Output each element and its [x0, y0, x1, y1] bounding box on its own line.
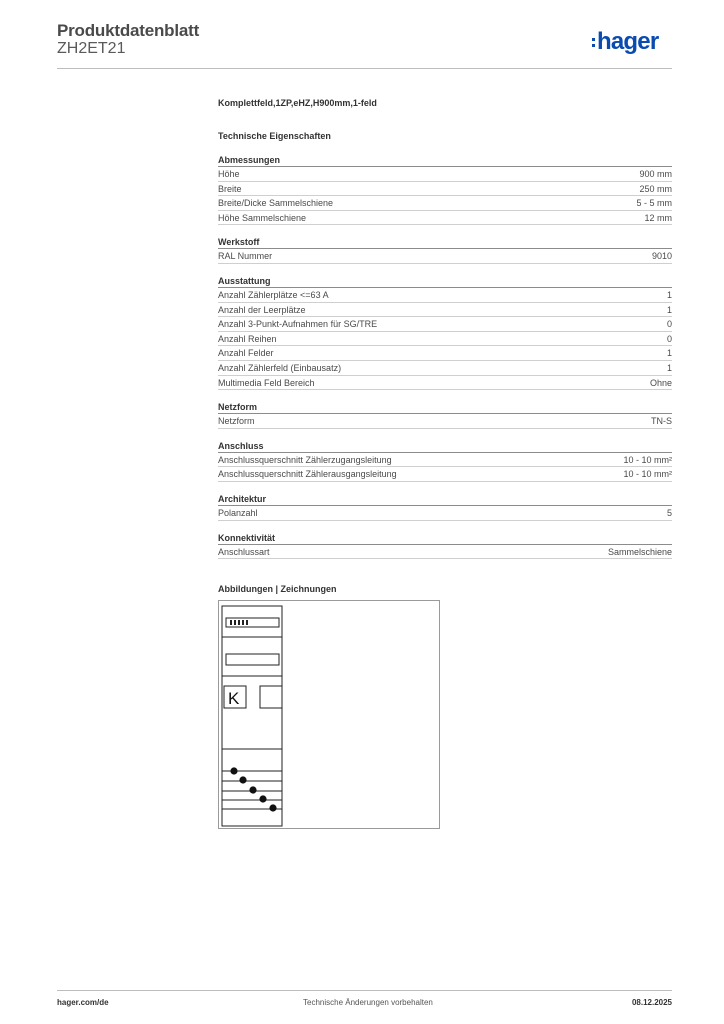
property-label: Anzahl Zählerfeld (Einbausatz) — [218, 362, 342, 373]
property-row — [218, 361, 672, 376]
header-divider — [57, 68, 672, 69]
property-label: Anschlussquerschnitt Zählerzugangsleitung — [218, 454, 392, 465]
blank-panel-box — [260, 686, 282, 708]
logo-dots-icon — [592, 38, 595, 47]
property-label: Netzform — [218, 416, 255, 427]
busbar-terminals — [230, 767, 276, 811]
property-label: Anschlussart — [218, 546, 270, 557]
property-value: 5 - 5 mm — [636, 198, 672, 209]
property-group — [218, 493, 672, 521]
cabinet-drawing — [219, 601, 439, 828]
k-panel-label: K — [228, 689, 240, 708]
property-value: 5 — [666, 507, 672, 518]
group-title: Werkstoff — [218, 236, 672, 249]
group-title: Ausstattung — [218, 275, 672, 288]
property-label: Anzahl Reihen — [218, 333, 277, 344]
property-row — [218, 317, 672, 332]
property-value: 1 — [666, 289, 672, 300]
logo-text: hager — [597, 28, 659, 55]
property-group — [218, 236, 672, 264]
drawings-heading: Abbildungen | Zeichnungen — [218, 584, 337, 595]
property-row — [218, 196, 672, 211]
property-label: Multimedia Feld Bereich — [218, 377, 315, 388]
property-row — [218, 506, 672, 521]
property-value: 0 — [666, 333, 672, 344]
footer-divider — [57, 990, 672, 991]
property-group — [218, 532, 672, 560]
property-row — [218, 545, 672, 560]
property-label: Anzahl der Leerplätze — [218, 304, 306, 315]
property-label: Breite — [218, 183, 242, 194]
group-title: Netzform — [218, 401, 672, 414]
property-group — [218, 401, 672, 429]
property-group — [218, 154, 672, 225]
property-row — [218, 332, 672, 347]
property-value: 10 - 10 mm² — [623, 454, 672, 465]
technical-drawing — [218, 600, 440, 829]
property-label: Anzahl Felder — [218, 348, 274, 359]
property-label: RAL Nummer — [218, 251, 273, 262]
group-title: Abmessungen — [218, 154, 672, 167]
meter-display-box — [226, 618, 279, 627]
document-title: Produktdatenblatt — [57, 21, 200, 40]
property-groups — [218, 154, 672, 559]
property-value: 0 — [666, 319, 672, 330]
property-row — [218, 467, 672, 482]
property-row — [218, 376, 672, 391]
property-value: 12 mm — [644, 212, 672, 223]
property-value: 1 — [666, 348, 672, 359]
property-row — [218, 414, 672, 429]
group-title: Architektur — [218, 493, 672, 506]
property-value: Ohne — [649, 377, 672, 388]
group-title: Konnektivität — [218, 532, 672, 545]
section-heading: Technische Eigenschaften — [218, 131, 331, 141]
property-label: Höhe — [218, 169, 240, 179]
property-label: Höhe Sammelschiene — [218, 212, 307, 223]
property-value: 900 mm — [639, 169, 672, 179]
property-row — [218, 211, 672, 226]
property-value: 9010 — [651, 251, 672, 262]
footer-notice: Technische Änderungen vorbehalten — [303, 998, 433, 1007]
property-row — [218, 303, 672, 318]
main-content — [218, 96, 672, 596]
property-row — [218, 249, 672, 264]
empty-slot-box — [226, 654, 279, 665]
hager-logo — [592, 28, 658, 56]
footer-date: 08.12.2025 — [631, 998, 672, 1007]
property-value: 10 - 10 mm² — [623, 469, 672, 480]
property-value: 1 — [666, 362, 672, 373]
group-title: Anschluss — [218, 440, 672, 453]
property-label: Polanzahl — [218, 507, 258, 518]
property-label: Anzahl Zählerplätze <=63 A — [218, 289, 329, 300]
property-group — [218, 440, 672, 482]
footer-website[interactable]: hager.com/de — [57, 998, 109, 1007]
property-group — [218, 275, 672, 390]
property-value: 1 — [666, 304, 672, 315]
property-value: TN-S — [651, 416, 672, 427]
display-segments — [230, 620, 248, 625]
property-row — [218, 182, 672, 197]
property-row — [218, 288, 672, 303]
property-label: Anzahl 3-Punkt-Aufnahmen für SG/TRE — [218, 319, 378, 330]
property-row — [218, 167, 672, 182]
product-description: Komplettfeld,1ZP,eHZ,H900mm,1-feld — [218, 98, 377, 108]
property-row — [218, 346, 672, 361]
property-row — [218, 453, 672, 468]
property-label: Breite/Dicke Sammelschiene — [218, 198, 334, 209]
article-number: ZH2ET21 — [57, 40, 126, 57]
property-value: Sammelschiene — [607, 546, 672, 557]
property-label: Anschlussquerschnitt Zählerausgangsleitung — [218, 469, 397, 480]
property-value: 250 mm — [639, 183, 672, 194]
